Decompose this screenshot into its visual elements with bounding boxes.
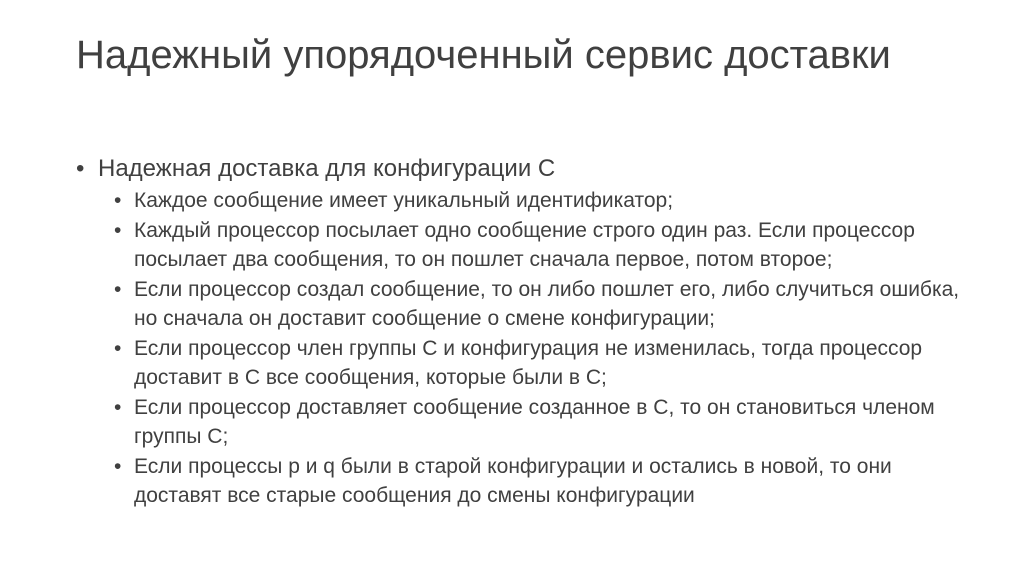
sub-bullet-text: Если процессор доставляет сообщение созданное в С, то он становиться членом группы С; xyxy=(134,395,935,448)
sub-bullet-text: Если процессор член группы С и конфигурация не изменилась, тогда процессор доставит в С все сообщения, которые были в С; xyxy=(134,336,923,389)
sub-bullet-text: Каждое сообщение имеет уникальный идентификатор; xyxy=(134,189,674,212)
bullet-marker: • xyxy=(76,155,85,182)
sub-bullet-text: Каждый процессор посылает одно сообщение строго один раз. Если процессор посылает два сообщения, то он пошлет сначала первое, потом второе; xyxy=(134,218,915,271)
sub-bullet-item xyxy=(98,275,978,334)
sub-bullet-item xyxy=(98,334,978,393)
sub-bullet-list xyxy=(98,186,978,511)
sub-bullet-marker: • xyxy=(114,336,122,360)
sub-bullet-marker: • xyxy=(114,277,122,301)
sub-bullet-item xyxy=(98,452,978,511)
bullet-list xyxy=(76,152,978,511)
sub-bullet-item xyxy=(98,393,978,452)
sub-bullet-marker: • xyxy=(114,454,122,478)
sub-bullet-item xyxy=(98,186,978,216)
sub-bullet-marker: • xyxy=(114,218,122,242)
sub-bullet-item xyxy=(98,216,978,275)
bullet-text: Надежная доставка для конфигурации C xyxy=(98,155,556,182)
sub-bullet-text: Если процессор создал сообщение, то он либо пошлет его, либо случиться ошибка, но сначала он доставит сообщение о смене конфигурации; xyxy=(134,277,960,330)
slide-title: Надежный упорядоченный сервис доставки xyxy=(76,33,891,77)
sub-bullet-marker: • xyxy=(114,189,122,212)
bullet-item xyxy=(76,152,978,511)
sub-bullet-marker: • xyxy=(114,395,122,419)
sub-bullet-text: Если процессы p и q были в старой конфигурации и остались в новой, то они доставят все старые сообщения до смены конфигурации xyxy=(134,454,892,507)
